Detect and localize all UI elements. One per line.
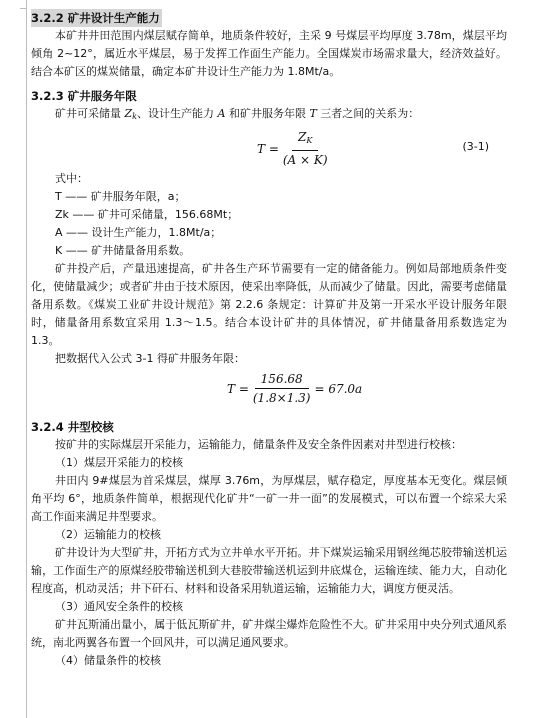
paragraph-substitute-data: 把数据代入公式 3-1 得矿井服务年限： — [55, 352, 245, 365]
section-heading-3-2-3: 3.2.3 矿井服务年限 — [31, 89, 137, 103]
definition-item: K —— 矿井储量备用系数。 — [55, 244, 191, 257]
check-item-text: 矿井设计为大型矿井，开拓方式为立井单水平开拓。井下煤炭运输采用钢丝绳芯胶带输送机运输，工作面生产的原煤经胶带输送机到大巷胶带输送机运到井底煤仓，运输连续、能力大，自动化程度高，机动灵活；井下矸石、材料和设备采用轨道运输，运输能力大，调度方便灵活。 — [31, 546, 507, 595]
page-frame-margin — [26, 8, 27, 718]
definition-item: A —— 设计生产能力，1.8Mt/a； — [55, 226, 222, 239]
page-frame-corner — [26, 0, 27, 8]
variable-definitions — [31, 170, 507, 260]
check-item-text: 井田内 9#煤层为首采煤层，煤厚 3.76m，为厚煤层，赋存稳定，厚度基本无变化。煤层倾角平均 6°，地质条件简单，根据现代化矿井“一矿一井一面”的发展模式，可以布置一个综采大采高工作面来满足井型要求。 — [31, 474, 507, 523]
paragraph-relation-intro: 矿井可采储量 $Z_k$、设计生产能力 A 和矿井服务年限 T 三者之间的关系为： — [55, 107, 420, 121]
definition-item: T —— 矿井服务年限，a； — [55, 190, 186, 203]
definition-item: Zk —— 矿井可采储量，156.68Mt； — [55, 208, 239, 221]
where-label: 式中： — [55, 172, 88, 185]
paragraph-reserve-factor: 矿井投产后，产量迅速提高，矿井各生产环节需要有一定的储备能力。例如局部地质条件变化，使储量减少；或者矿井由于技术原因，使采出率降低，从而减少了储量。因此，需要考虑储量备用系数。《煤炭工业矿井设计规范》第 2.2.6 条规定：计算矿井及第一开采水平设计服务年限时，储量备用系数宜采用 1.3～1.5。结合本设计矿井的具体情况，矿井储量备用系数选定为 1.3。 — [31, 262, 507, 347]
paragraph-check-intro: 按矿井的实际煤层开采能力，运输能力，储量条件及安全条件因素对井型进行校核： — [55, 438, 462, 451]
document-page — [31, 9, 507, 670]
check-item-title: （4）储量条件的校核 — [55, 654, 161, 667]
check-item-text: 矿井瓦斯涌出量小，属于低瓦斯矿井，矿井煤尘爆炸危险性不大。矿井采用中央分列式通风系统，南北两翼各布置一个回风井，可以满足通风要求。 — [31, 618, 507, 649]
check-item-title: （1）煤层开采能力的校核 — [55, 456, 183, 469]
formula-service-life: T = $\frac{156.68}{(1.8\times 1.3)}$ = 67.0a — [227, 372, 363, 405]
check-item-title: （2）运输能力的校核 — [55, 528, 161, 541]
paragraph-production-capacity: 本矿井井田范围内煤层赋存简单，地质条件较好，主采 9 号煤层平均厚度 3.78m，煤层平均倾角 2~12°，属近水平煤层，易于发挥工作面生产能力。全国煤炭市场需求量大，经济效益好。结合本矿区的煤炭储量，确定本矿井设计生产能力为 1.8Mt/a。 — [31, 29, 507, 78]
equation-number: (3-1) — [462, 140, 489, 153]
formula-3-1: T = $\frac{Z_K}{(A \times K)}$ (3-1) — [257, 130, 489, 167]
section-heading-3-2-4: 3.2.4 井型校核 — [31, 420, 114, 434]
section-heading-3-2-2: 3.2.2 矿井设计生产能力 — [31, 11, 160, 25]
check-item-title: （3）通风安全条件的校核 — [55, 600, 183, 613]
page-frame-tick — [20, 8, 27, 9]
